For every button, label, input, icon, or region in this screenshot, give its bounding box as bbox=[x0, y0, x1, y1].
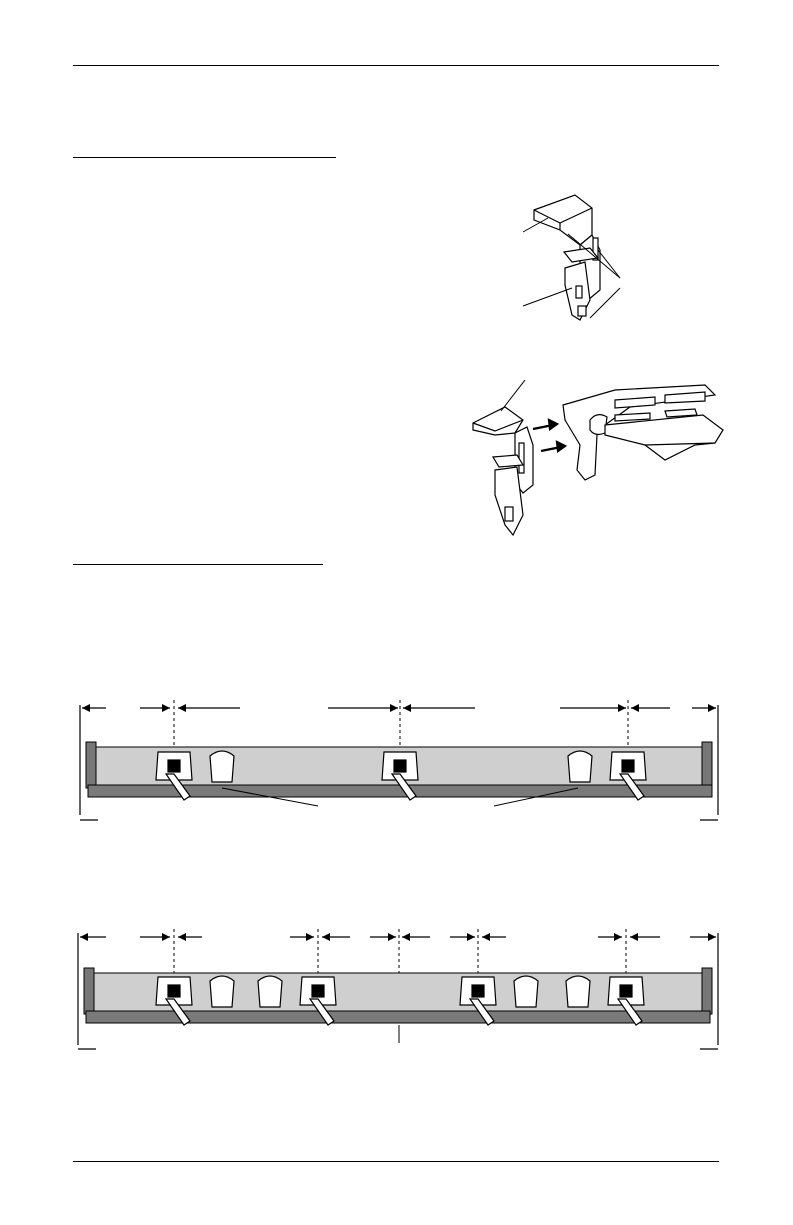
rail-diagram-four-brackets bbox=[70, 925, 730, 1055]
leader-line-bottom-left bbox=[523, 288, 572, 306]
section-1-heading-underline bbox=[73, 157, 336, 158]
rail-diagram-three-brackets bbox=[70, 690, 730, 830]
support-left bbox=[210, 751, 234, 782]
support-4 bbox=[566, 976, 590, 1007]
header-rule bbox=[73, 65, 719, 66]
support-right bbox=[568, 751, 592, 782]
section-2-heading-underline bbox=[73, 564, 323, 565]
leader-line-clip bbox=[501, 380, 525, 411]
leader-line-right-2 bbox=[598, 250, 620, 278]
clip-attach-illustration bbox=[465, 375, 725, 545]
footer-rule bbox=[73, 1161, 719, 1162]
support-2 bbox=[258, 976, 282, 1007]
support-1 bbox=[210, 976, 234, 1007]
clip-detail-illustration bbox=[520, 190, 630, 330]
support-3 bbox=[514, 976, 538, 1007]
